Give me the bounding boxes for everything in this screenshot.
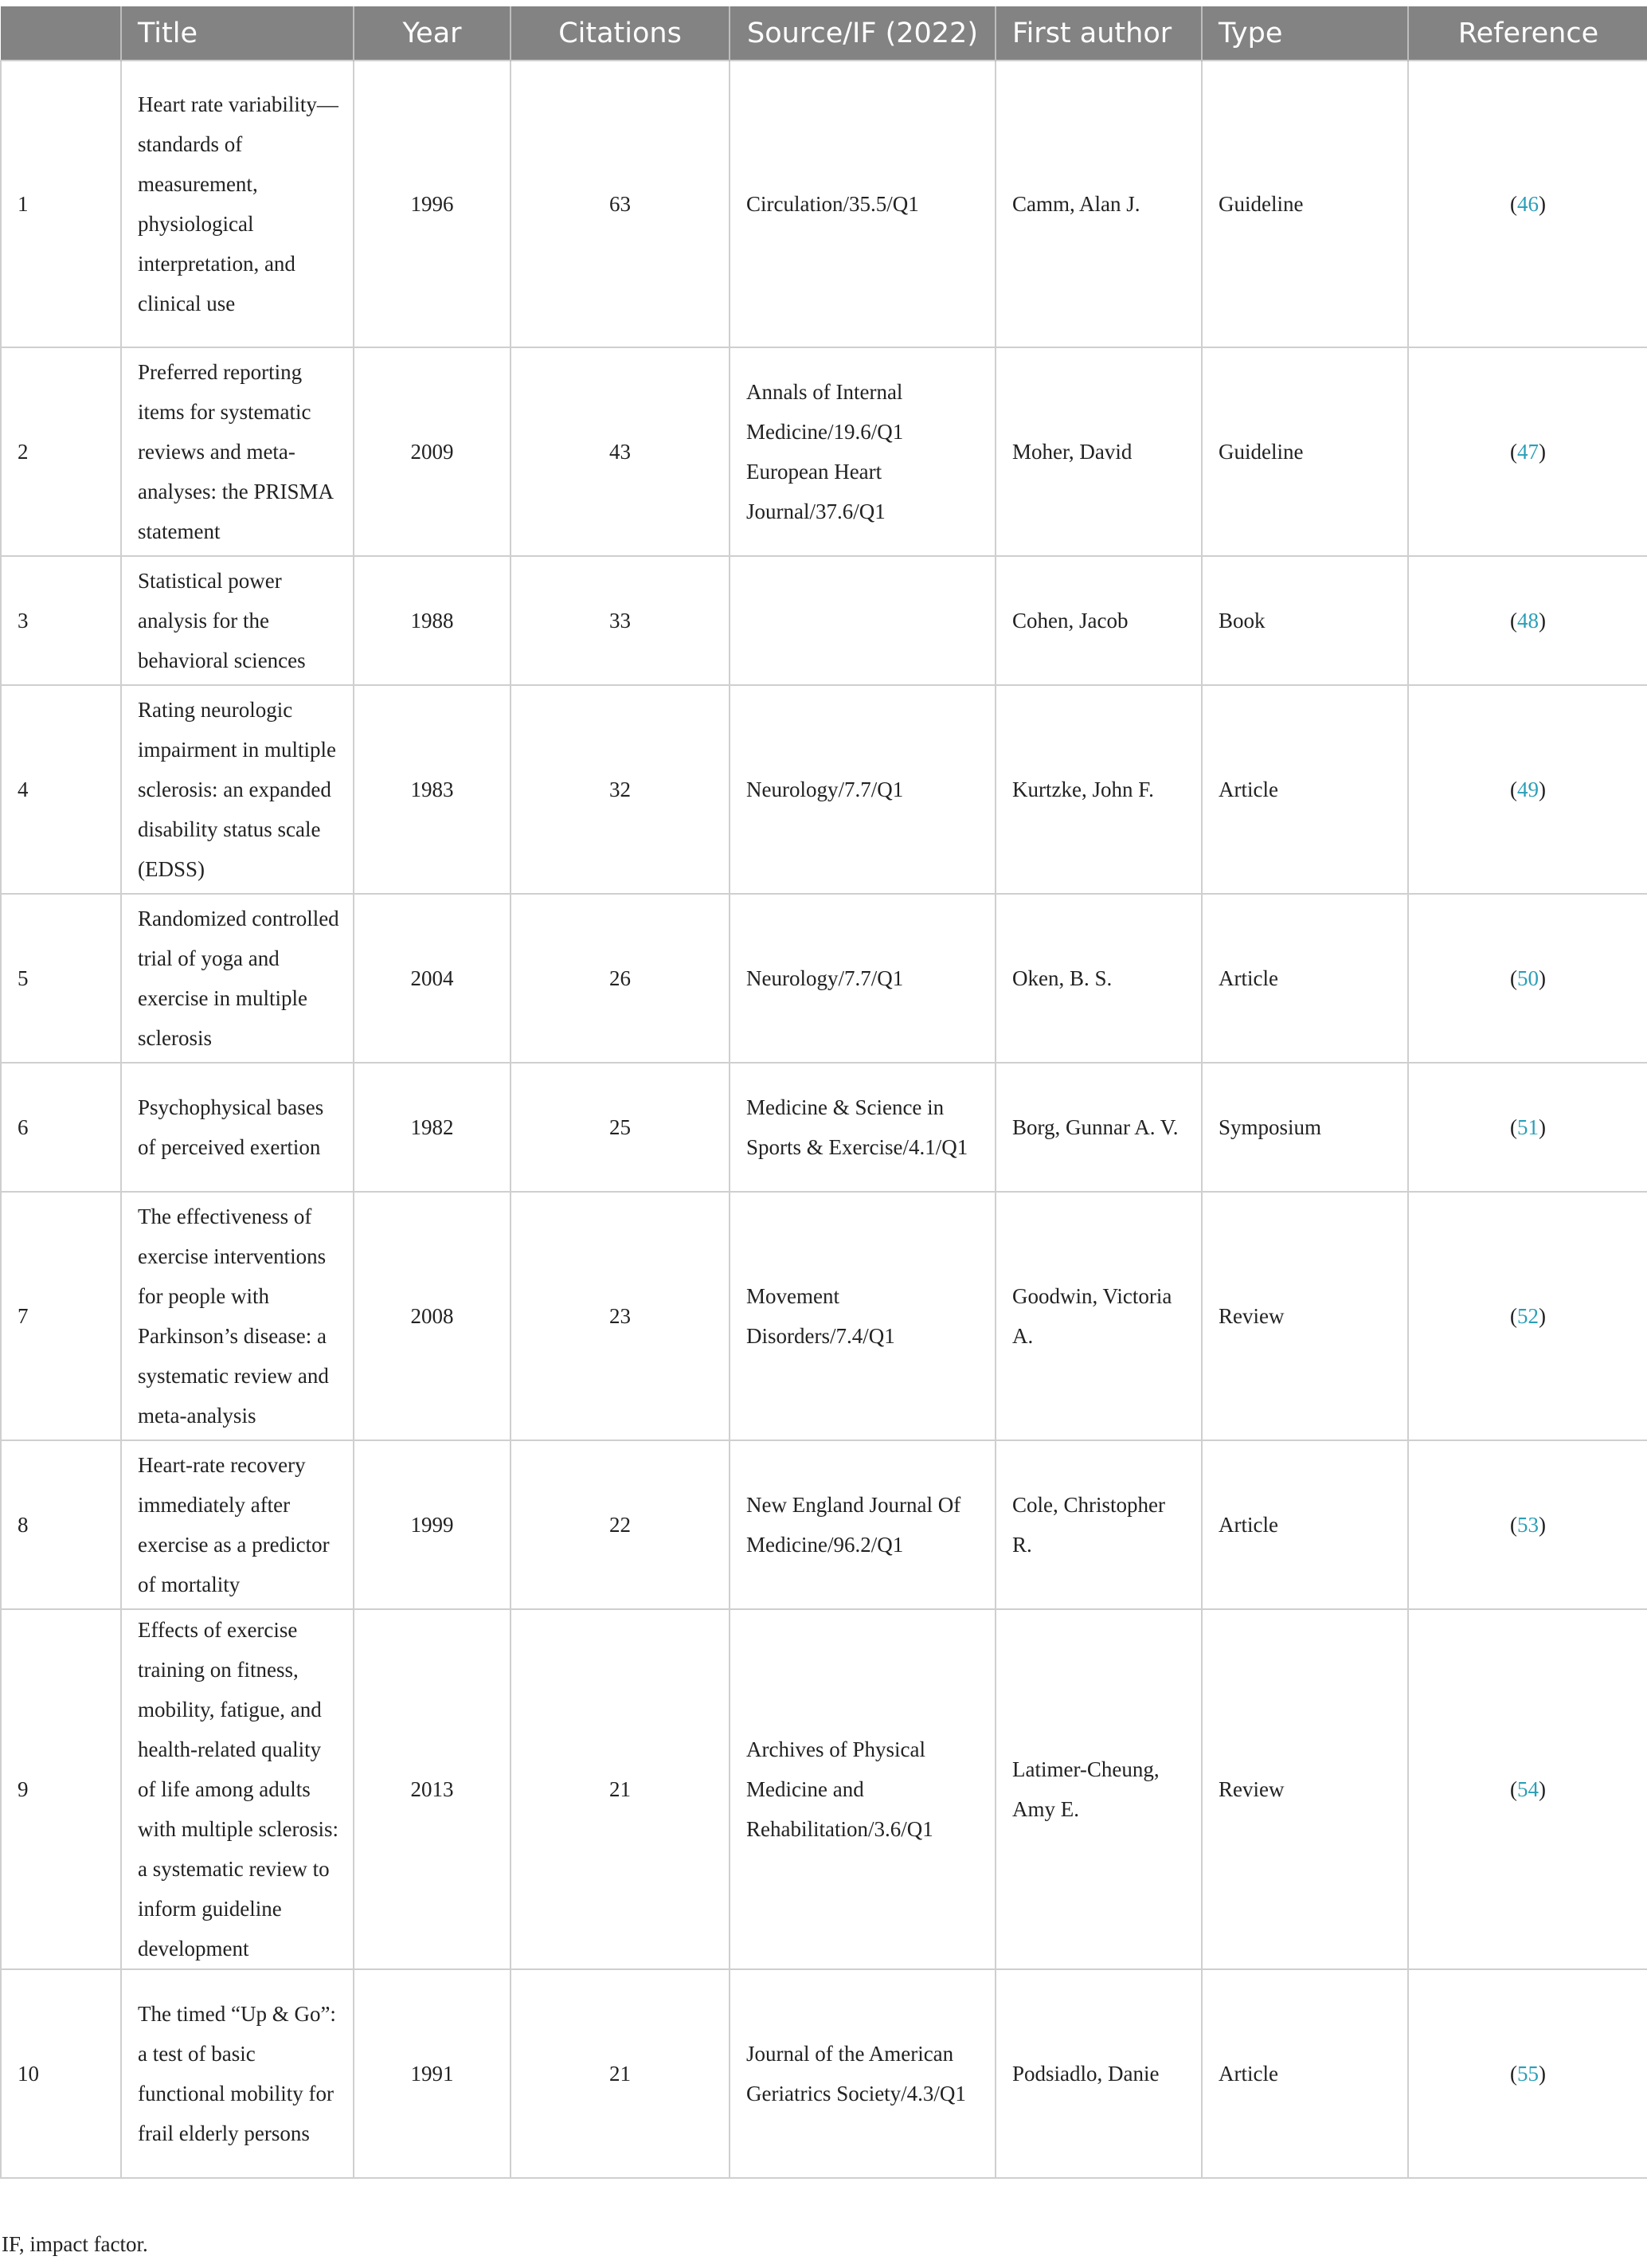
cell-source: New England Journal Of Medicine/96.2/Q1 — [730, 1440, 996, 1609]
cell-num: 7 — [1, 1192, 121, 1440]
cell-citations: 33 — [511, 556, 730, 685]
cell-num: 8 — [1, 1440, 121, 1609]
cell-year: 1999 — [354, 1440, 511, 1609]
cell-reference: (50) — [1408, 894, 1647, 1063]
reference-link[interactable]: 52 — [1517, 1304, 1539, 1328]
cell-first-author: Cole, Christopher R. — [996, 1440, 1202, 1609]
cell-first-author: Kurtzke, John F. — [996, 685, 1202, 894]
cell-num: 2 — [1, 347, 121, 556]
cell-source: Circulation/35.5/Q1 — [730, 61, 996, 347]
cell-title: Effects of exercise training on fitness, mobility, fatigue, and health-related quality of life among adults with multiple sclerosis: a systematic review to inform guideline development — [121, 1609, 354, 1969]
reference-link[interactable]: 49 — [1517, 778, 1539, 801]
cell-title: Preferred reporting items for systematic reviews and meta-analyses: the PRISMA statement — [121, 347, 354, 556]
cell-reference: (48) — [1408, 556, 1647, 685]
cell-type: Article — [1202, 894, 1408, 1063]
cell-year: 1983 — [354, 685, 511, 894]
reference-link[interactable]: 53 — [1517, 1513, 1539, 1537]
cell-year: 2004 — [354, 894, 511, 1063]
cell-type: Review — [1202, 1192, 1408, 1440]
header-num — [1, 6, 121, 61]
cell-num: 3 — [1, 556, 121, 685]
cell-year: 1996 — [354, 61, 511, 347]
table-row — [1, 347, 1647, 556]
header-reference: Reference — [1408, 6, 1647, 61]
cell-citations: 21 — [511, 1609, 730, 1969]
cell-source: Neurology/7.7/Q1 — [730, 685, 996, 894]
cell-first-author: Oken, B. S. — [996, 894, 1202, 1063]
table-footnote: IF, impact factor. — [2, 2232, 148, 2256]
cell-type: Article — [1202, 1969, 1408, 2178]
cell-source: Journal of the American Geriatrics Society/4.3/Q1 — [730, 1969, 996, 2178]
cell-citations: 32 — [511, 685, 730, 894]
cell-type: Review — [1202, 1609, 1408, 1969]
reference-link[interactable]: 51 — [1517, 1115, 1539, 1139]
cell-citations: 21 — [511, 1969, 730, 2178]
table-row — [1, 1192, 1647, 1440]
cell-title: The effectiveness of exercise interventions for people with Parkinson’s disease: a systematic review and meta-analysis — [121, 1192, 354, 1440]
cell-title: Heart-rate recovery immediately after exercise as a predictor of mortality — [121, 1440, 354, 1609]
cell-source: Medicine & Science in Sports & Exercise/4.1/Q1 — [730, 1063, 996, 1192]
cell-first-author: Goodwin, Victoria A. — [996, 1192, 1202, 1440]
cell-title: Randomized controlled trial of yoga and exercise in multiple sclerosis — [121, 894, 354, 1063]
cell-year: 2013 — [354, 1609, 511, 1969]
table-row — [1, 1063, 1647, 1192]
cell-year: 2009 — [354, 347, 511, 556]
cell-title: Psychophysical bases of perceived exertion — [121, 1063, 354, 1192]
cell-first-author: Camm, Alan J. — [996, 61, 1202, 347]
cell-source: Movement Disorders/7.4/Q1 — [730, 1192, 996, 1440]
cell-reference: (53) — [1408, 1440, 1647, 1609]
cell-year: 1991 — [354, 1969, 511, 2178]
cell-source: Neurology/7.7/Q1 — [730, 894, 996, 1063]
cell-type: Article — [1202, 685, 1408, 894]
reference-link[interactable]: 54 — [1517, 1777, 1539, 1801]
cell-citations: 43 — [511, 347, 730, 556]
cell-num: 10 — [1, 1969, 121, 2178]
cell-source: Annals of Internal Medicine/19.6/Q1 European Heart Journal/37.6/Q1 — [730, 347, 996, 556]
cell-citations: 26 — [511, 894, 730, 1063]
table-row — [1, 556, 1647, 685]
top-cited-references-table — [0, 6, 1647, 2179]
cell-num: 1 — [1, 61, 121, 347]
table-row — [1, 1969, 1647, 2178]
cell-first-author: Borg, Gunnar A. V. — [996, 1063, 1202, 1192]
cell-title: Rating neurologic impairment in multiple sclerosis: an expanded disability status scale (EDSS) — [121, 685, 354, 894]
cell-citations: 23 — [511, 1192, 730, 1440]
cell-reference: (49) — [1408, 685, 1647, 894]
table-row — [1, 1440, 1647, 1609]
cell-num: 5 — [1, 894, 121, 1063]
cell-reference: (55) — [1408, 1969, 1647, 2178]
cell-first-author: Latimer-Cheung, Amy E. — [996, 1609, 1202, 1969]
cell-year: 1982 — [354, 1063, 511, 1192]
reference-link[interactable]: 47 — [1517, 440, 1539, 464]
cell-reference: (51) — [1408, 1063, 1647, 1192]
cell-citations: 25 — [511, 1063, 730, 1192]
cell-reference: (46) — [1408, 61, 1647, 347]
cell-citations: 22 — [511, 1440, 730, 1609]
header-source: Source/IF (2022) — [730, 6, 996, 61]
cell-title: The timed “Up & Go”: a test of basic functional mobility for frail elderly persons — [121, 1969, 354, 2178]
table-row — [1, 894, 1647, 1063]
cell-type: Article — [1202, 1440, 1408, 1609]
cell-num: 6 — [1, 1063, 121, 1192]
header-first-author: First author — [996, 6, 1202, 61]
header-year: Year — [354, 6, 511, 61]
cell-citations: 63 — [511, 61, 730, 347]
cell-source: Archives of Physical Medicine and Rehabilitation/3.6/Q1 — [730, 1609, 996, 1969]
table-row — [1, 1609, 1647, 1969]
cell-num: 4 — [1, 685, 121, 894]
header-citations: Citations — [511, 6, 730, 61]
reference-link[interactable]: 55 — [1517, 2062, 1539, 2086]
cell-reference: (52) — [1408, 1192, 1647, 1440]
cell-type: Book — [1202, 556, 1408, 685]
cell-reference: (54) — [1408, 1609, 1647, 1969]
cell-num: 9 — [1, 1609, 121, 1969]
reference-link[interactable]: 46 — [1517, 192, 1539, 216]
table-header-row — [1, 6, 1647, 61]
cell-type: Guideline — [1202, 347, 1408, 556]
cell-reference: (47) — [1408, 347, 1647, 556]
cell-year: 2008 — [354, 1192, 511, 1440]
cell-first-author: Moher, David — [996, 347, 1202, 556]
table-row — [1, 61, 1647, 347]
cell-title: Statistical power analysis for the behavioral sciences — [121, 556, 354, 685]
table-row — [1, 685, 1647, 894]
reference-link[interactable]: 50 — [1517, 966, 1539, 990]
cell-source — [730, 556, 996, 685]
cell-type: Symposium — [1202, 1063, 1408, 1192]
reference-link[interactable]: 48 — [1517, 609, 1539, 633]
header-title: Title — [121, 6, 354, 61]
cell-year: 1988 — [354, 556, 511, 685]
cell-type: Guideline — [1202, 61, 1408, 347]
cell-first-author: Podsiadlo, Danie — [996, 1969, 1202, 2178]
cell-first-author: Cohen, Jacob — [996, 556, 1202, 685]
cell-title: Heart rate variability—standards of measurement, physiological interpretation, and clinical use — [121, 61, 354, 347]
header-type: Type — [1202, 6, 1408, 61]
